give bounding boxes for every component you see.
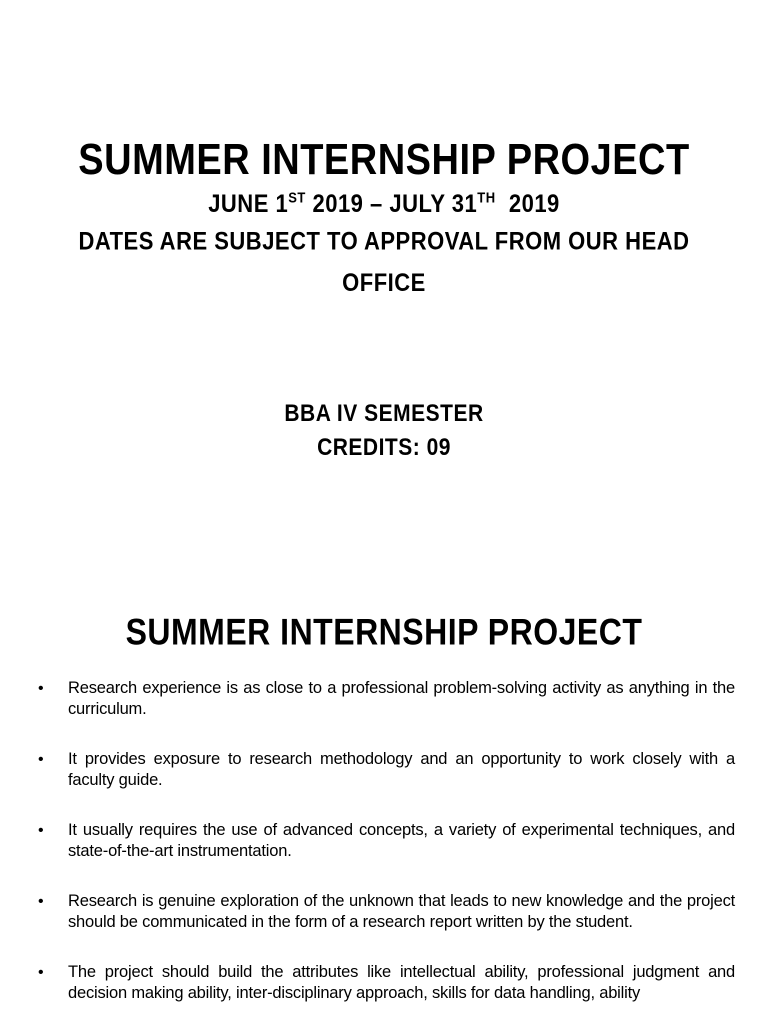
bullet-item xyxy=(36,891,735,933)
bullet-item xyxy=(36,678,735,720)
date-end-suffix: TH xyxy=(477,188,496,206)
bullet-item xyxy=(36,749,735,791)
slide-2-title: SUMMER INTERNSHIP PROJECT xyxy=(125,611,643,653)
date-start-suffix: ST xyxy=(288,188,306,206)
credits-label: CREDITS: 09 xyxy=(317,434,451,461)
bullet-item xyxy=(36,962,735,1004)
approval-note: DATES ARE SUBJECT TO APPROVAL FROM OUR HEAD OFFICE xyxy=(78,226,690,297)
bullet-icon: • xyxy=(38,751,44,768)
bullet-text: It usually requires the use of advanced concepts, a variety of experimental techniques, and state-of-the-art instrumentation. xyxy=(68,821,735,860)
date-start-prefix: JUNE 1 xyxy=(208,189,289,218)
bullet-text: It provides exposure to research methodology and an opportunity to work closely with a faculty guide. xyxy=(68,750,735,789)
bullet-text: Research experience is as close to a professional problem-solving activity as anything in the curriculum. xyxy=(68,679,735,718)
date-middle: 2019 – JULY 31 xyxy=(305,189,478,218)
semester-label: BBA IV SEMESTER xyxy=(284,400,484,427)
bullet-text: Research is genuine exploration of the unknown that leads to new knowledge and the project should be communicated in the form of a research report written by the student. xyxy=(68,892,735,931)
slide-2 xyxy=(0,560,768,1024)
bullet-icon: • xyxy=(38,964,44,981)
bullet-icon: • xyxy=(38,822,44,839)
main-title: SUMMER INTERNSHIP PROJECT xyxy=(78,135,690,185)
bullet-list xyxy=(36,678,735,1033)
bullet-icon: • xyxy=(38,893,44,910)
bullet-icon: • xyxy=(38,680,44,697)
date-range xyxy=(0,188,768,220)
date-end-year: 2019 xyxy=(495,189,560,218)
bullet-item xyxy=(36,820,735,862)
bullet-text: The project should build the attributes like intellectual ability, professional judgment and decision making ability, inter-disciplinary approach, skills for data handling, ability xyxy=(68,963,735,1002)
